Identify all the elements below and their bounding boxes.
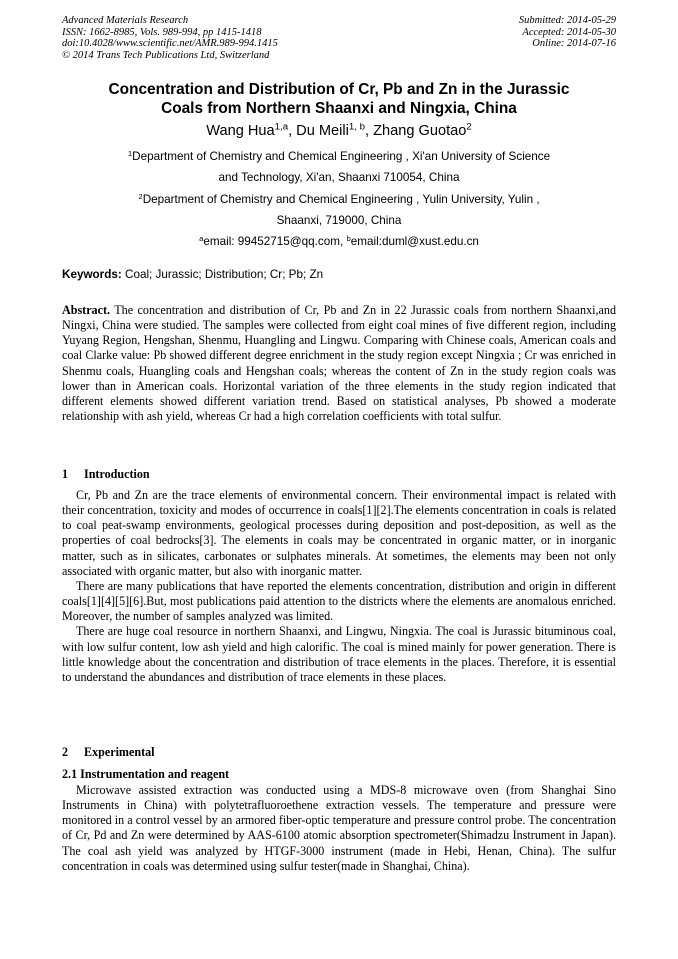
author-affiliation-mark: 2 [466,121,472,133]
accepted-date: Accepted: 2014-05-30 [522,26,616,38]
journal-issn: ISSN: 1662-8985, Vols. 989-994, pp 1415-1418 [62,26,262,38]
affiliation-1-line-2: and Technology, Xi'an, Shaanxi 710054, China [218,171,460,184]
section-title: Introduction [84,467,150,481]
journal-header-right [519,15,616,50]
title-line-2: Coals from Northern Shaanxi and Ningxia, China [161,100,517,117]
author-affiliation-mark: 1,a [274,121,289,133]
email-text: email:duml@xust.edu.cn [350,235,479,248]
affiliation-text: Department of Chemistry and Chemical Engineering , Yulin University, Yulin , [142,193,540,206]
author-list [62,122,616,140]
paragraph: There are many publications that have reported the elements concentration, distribution and origin in different coals[1][4][5][6].But, most publications paid attention to the districts where the elements are anomalous enriched. Moreover, the number of samples analyzed was limited. [62,578,616,624]
affiliation-2-line-2: Shaanxi, 719000, China [276,214,402,227]
subsection-heading: 2.1 Instrumentation and reagent [62,767,230,781]
journal-name: Advanced Materials Research [62,15,189,26]
email-line [62,235,616,249]
section-number: 1 [62,467,69,481]
author-name: Wang Hua [206,123,275,139]
keywords-text: Coal; Jurassic; Distribution; Cr; Pb; Zn [121,268,324,281]
affiliation-mark: 2 [138,191,143,201]
paper-title [62,80,616,118]
author-name: Du Meili [296,123,349,139]
keywords-label: Keywords: [62,268,122,281]
introduction-body [62,488,616,685]
journal-doi: doi:10.4028/www.scientific.net/AMR.989-994.1415 [62,38,278,50]
email-mark: b [346,233,351,243]
online-date: Online: 2014-07-16 [532,38,616,50]
affiliation-mark: 1 [127,148,133,158]
section-title: Experimental [84,745,155,759]
affiliation-text: Department of Chemistry and Chemical Engineering , Xi'an University of Science [132,150,551,163]
keywords [62,268,323,282]
paragraph: Microwave assisted extraction was conducted using a MDS-8 microwave oven (from Shanghai Sino Instruments in China) with polytetrafluoroethene extraction vessels. The temperature and pressure were monitored in a control vessel by an armored fiber-optic temperature and pressure control probe. The concentration of Cr, Pd and Zn were determined by AAS-6100 atomic absorption spectrometer(Shimadzu Instrument in Japan). The coal ash yield was analyzed by HTGF-3000 instrument (made in Hebi, Henan, China). The sulfur concentration in coals was determined using sulfur tester(made in Shanghai, China). [62,783,616,873]
journal-copyright: © 2014 Trans Tech Publications Ltd, Switzerland [62,49,270,61]
journal-header-left [62,15,278,61]
abstract [62,303,616,424]
abstract-text: The concentration and distribution of Cr, Pb and Zn in 22 Jurassic coals from northern Shaanxi,and Ningxi, China were studied. The samples were collected from eight coal mines of five different region, including Yuyang Region, Hengshan, Shenmu, Huangling and Lingwu. Comparing with Chinese coals, American coals and coal Clarke value: Pb showed different degree enrichment in the study region except Ningxia ; Cr was enriched in Shenmu coals, Huangling coals and Hengshan coals; whereas the content of Zn in the study region coals was lower than in American coals. Horizontal variation of the three elements in the study region indicated that different elements showed different variation trend. Based on statistical analyses, Pb showed a moderate relationship with ash yield, whereas Cr had a high correlation coefficients with total sulfur. [62,303,616,424]
section-number: 2 [62,745,69,759]
title-line-1: Concentration and Distribution of Cr, Pb and Zn in the Jurassic [108,81,570,98]
section-heading-experimental [62,745,155,760]
section-heading-introduction [62,467,150,482]
author-separator: , [364,123,374,139]
paragraph: Cr, Pb and Zn are the trace elements of environmental concern. Their environmental impact is related with their concentration, toxicity and modes of occurrence in coals[1][2].The elements concentration in coals is related to coal peat-swamp environments, geological processes during deposition and post-deposition, as well as the properties of coal bedrocks[3]. The elements in coals may be concentrated in organic matter, or in inorganic matter, such as in silicates, carbonates or sulphates minerals. At sometimes, the elements may been not only associated with organic matter, but also with inorganic matter. [62,488,616,578]
paragraph: There are huge coal resource in northern Shaanxi, and Lingwu, Ningxia. The coal is Jurassic bituminous coal, with low sulfur content, low ash yield and high calorific. The coal is mined mainly for power generation. There is little knowledge about the concentration and distribution of trace elements in the places. Therefore, it is essential to understand the abundances and distribution of trace elements in these places. [62,624,616,684]
affiliation-1-line-1 [62,150,616,164]
affiliation-2-line-1 [62,193,616,207]
abstract-label: Abstract. [62,303,111,317]
submitted-date: Submitted: 2014-05-29 [518,15,616,26]
experimental-body [62,783,616,874]
email-text: email: 99452715@qq.com, [203,235,347,248]
author-name: Zhang Guotao [373,123,467,139]
email-mark: a [199,233,204,243]
author-affiliation-mark: 1, b [348,121,365,133]
author-separator: , [288,123,297,139]
